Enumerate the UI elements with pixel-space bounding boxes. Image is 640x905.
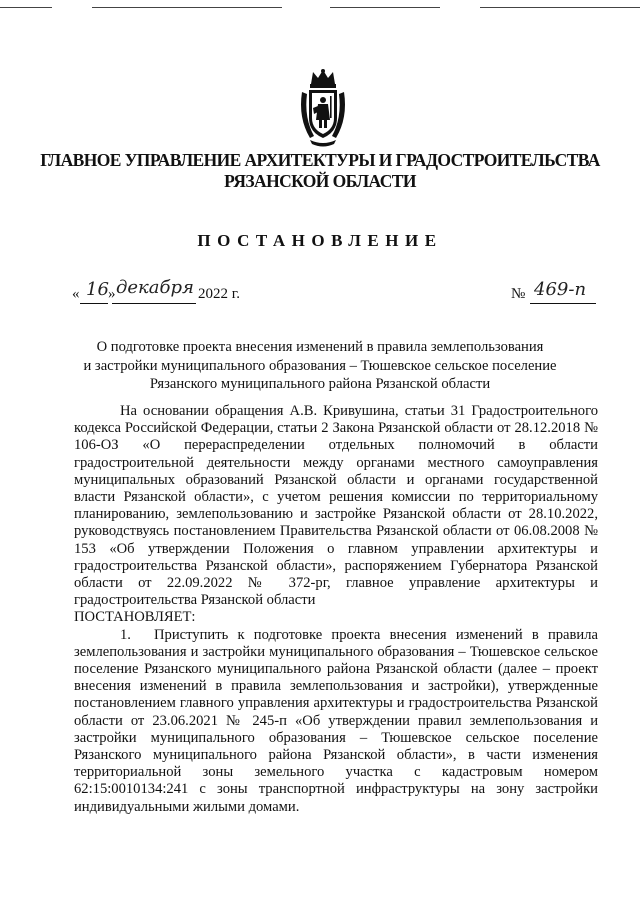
date-close-quote: »	[108, 286, 116, 302]
date-day-handwritten: 16	[86, 279, 109, 300]
document-body	[74, 403, 598, 816]
scan-artifact-line	[0, 7, 52, 8]
organization-title-line2: РЯЗАНСКОЙ ОБЛАСТИ	[224, 171, 416, 191]
subject-line: и застройки муниципального образования – Тюшевское сельское поселение	[83, 357, 557, 374]
coat-of-arms-emblem	[296, 68, 350, 150]
item-1-number: 1.	[120, 626, 131, 643]
preamble-paragraph: На основании обращения А.В. Кривушина, статьи 31 Градостроительного кодекса Российской Федерации, статьи 2 Закона Рязанской области от 28.12.2018 № 106-ОЗ «О перераспределении отдельных полномочий в области градостроительной деятельности между органами местного самоуправления муниципальных образований Рязанской области и органами государственной власти Рязанской области», с учетом решения комиссии по территориальному планированию, землепользованию и застройке Рязанской области от 28.10.2022, руководствуясь постановлением Правительства Рязанской области от 06.08.2008 № 153 «Об утверждении Положения о главном управлении архитектуры и градостроительства Рязанской области», распоряжением Губернатора Рязанской области от 22.09.2022 № 372-рг, главное управление архитектуры и градостроительства Рязанской области	[74, 403, 598, 609]
document-number	[508, 279, 598, 307]
organization-title-line1: ГЛАВНОЕ УПРАВЛЕНИЕ АРХИТЕКТУРЫ И ГРАДОСТРОИТЕЛЬСТВА	[40, 150, 600, 170]
subject-line: Рязанского муниципального района Рязанской области	[149, 376, 491, 393]
organization-title	[30, 150, 610, 192]
document-type-heading: ПОСТАНОВЛЕНИЕ	[197, 231, 443, 250]
document-subject	[60, 338, 580, 394]
day-underline	[80, 303, 108, 304]
document-date	[72, 279, 252, 307]
number-underline	[530, 303, 596, 304]
number-sign: №	[511, 286, 526, 302]
date-open-quote: «	[72, 286, 80, 302]
decree-word: ПОСТАНОВЛЯЕТ:	[74, 609, 196, 626]
number-value-handwritten: 469-п	[534, 279, 587, 300]
month-underline	[112, 303, 196, 304]
scan-artifact-line	[92, 7, 282, 8]
item-1-text: Приступить к подготовке проекта внесения изменений в правила землепользования и застройки муниципального образования – Тюшевское сельское поселение Рязанского муниципального района Рязанской области (далее – проект внесения изменений в правила землепользования и застройки), утвержденные постановлением главного управления архитектуры и градостроительства Рязанской области от 23.06.2021 № 245-п «Об утверждении правил землепользования и застройки муниципального образования – Тюшевское сельское поселение Рязанского муниципального района Рязанской области», в части изменения территориальной зоны земельного участка с кадастровым номером 62:15:0010134:241 с зоны транспортной инфраструктуры на зону застройки индивидуальными жилыми домами.	[74, 626, 598, 815]
subject-line: О подготовке проекта внесения изменений в правила землепользования	[96, 339, 544, 355]
item-1-paragraph	[74, 627, 598, 816]
date-month-handwritten: декабря	[116, 277, 194, 298]
scan-artifact-line	[330, 7, 440, 8]
date-year: 2022 г.	[198, 286, 240, 302]
scan-artifact-line	[480, 7, 640, 8]
